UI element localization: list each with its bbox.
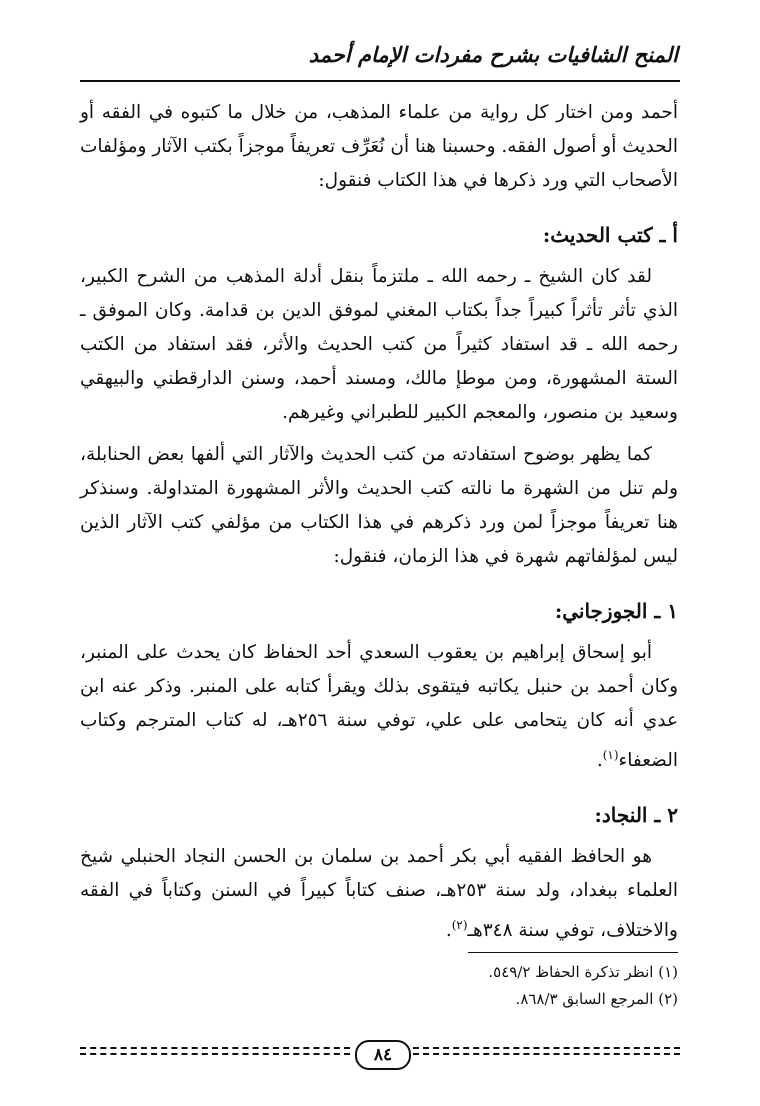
intro-paragraph: أحمد ومن اختار كل رواية من علماء المذهب، من خلال ما كتبوه في الفقه أو الحديث أو أصول الفقه. وحسبنا هنا أن نُعَرِّف تعريفاً موجزاً بكتب الآثار ومؤلفات الأصحاب التي ورد ذكرها في هذا الكتاب فنقول: (79, 102, 678, 191)
paragraph: لقد كان الشيخ ـ رحمه الله ـ ملتزماً بنقل أدلة المذهب من الشرح الكبير، الذي تأثر تأثراً كبيراً جداً بكتاب المغني لموفق الدين بن قدامة. وكان الموفق ـ رحمه الله ـ قد استفاد كثيراً من كتب الحديث والأثر، فقد استفاد من الكتب الستة المشهورة، ومن موطإ مالك، ومسند أحمد، وسنن الدارقطني والبيهقي وسعيد بن منصور، والمعجم الكبير للطبراني وغيرهم. (80, 266, 678, 423)
footnote-2: (٢) المرجع السابق ٨٦٨/٣. (515, 990, 678, 1008)
footer-divider-left (80, 1047, 350, 1049)
page-footer (80, 1040, 680, 1070)
header-divider (80, 80, 680, 82)
sentence-end: . (596, 750, 603, 772)
entry-body: أبو إسحاق إبراهيم بن يعقوب السعدي أحد الحفاظ كان يحدث على المنبر، وكان أحمد بن حنبل يكاتبه فيتقوى بذلك ويقرأ كتابه على المنبر. وذكر عنه ابن عدي أنه كان يتحامى على علي، توفي سنة ٢٥٦هـ، له كتاب المترجم وكتاب الضعفاء (80, 642, 678, 772)
entry-heading-najjad: ٢ ـ النجاد: (594, 803, 678, 828)
paragraph: كما يظهر بوضوح استفادته من كتب الحديث والآثار التي ألفها بعض الحنابلة، ولم تنل من الشهرة ما نالته كتب الحديث والأثر المشهورة المتداولة. وسنذكر هنا تعريفاً موجزاً لمن ورد ذكرهم في هذا الكتاب من مؤلفي كتب الآثار الذين ليس لمؤلفاتهم شهرة في هذا الزمان، فنقول: (80, 444, 678, 567)
running-header: المنح الشافيات بشرح مفردات الإمام أحمد (308, 42, 678, 67)
footer-divider-left-lower (80, 1053, 350, 1055)
section-heading-hadith-books: أ ـ كتب الحديث: (542, 223, 678, 247)
footnotes (80, 952, 678, 1013)
entry-heading-jawzajani: ١ ـ الجوزجاني: (554, 599, 678, 623)
entry-text-najjad (80, 840, 678, 948)
footnote-1: (١) انظر تذكرة الحفاظ ٥٤٩/٢. (488, 963, 678, 981)
entry-text-jawzajani (80, 636, 678, 778)
footnote-divider (468, 952, 678, 953)
footer-divider-right-lower (413, 1053, 680, 1055)
main-text (80, 96, 678, 956)
entry-body: هو الحافظ الفقيه أبي بكر أحمد بن سلمان بن الحسن النجاد الحنبلي شيخ العلماء ببغداد، ولد سنة ٢٥٣هـ، صنف كتاباً كبيراً في السنن وكتاباً في الفقه والاختلاف، توفي سنة ٣٤٨هـ (80, 846, 678, 942)
footer-divider-right (413, 1047, 680, 1049)
sentence-end: . (445, 920, 452, 942)
footnote-ref-1[interactable]: (١) (602, 748, 619, 762)
footnote-ref-2[interactable]: (٢) (451, 918, 468, 933)
page-number: ٨٤ (355, 1040, 411, 1070)
